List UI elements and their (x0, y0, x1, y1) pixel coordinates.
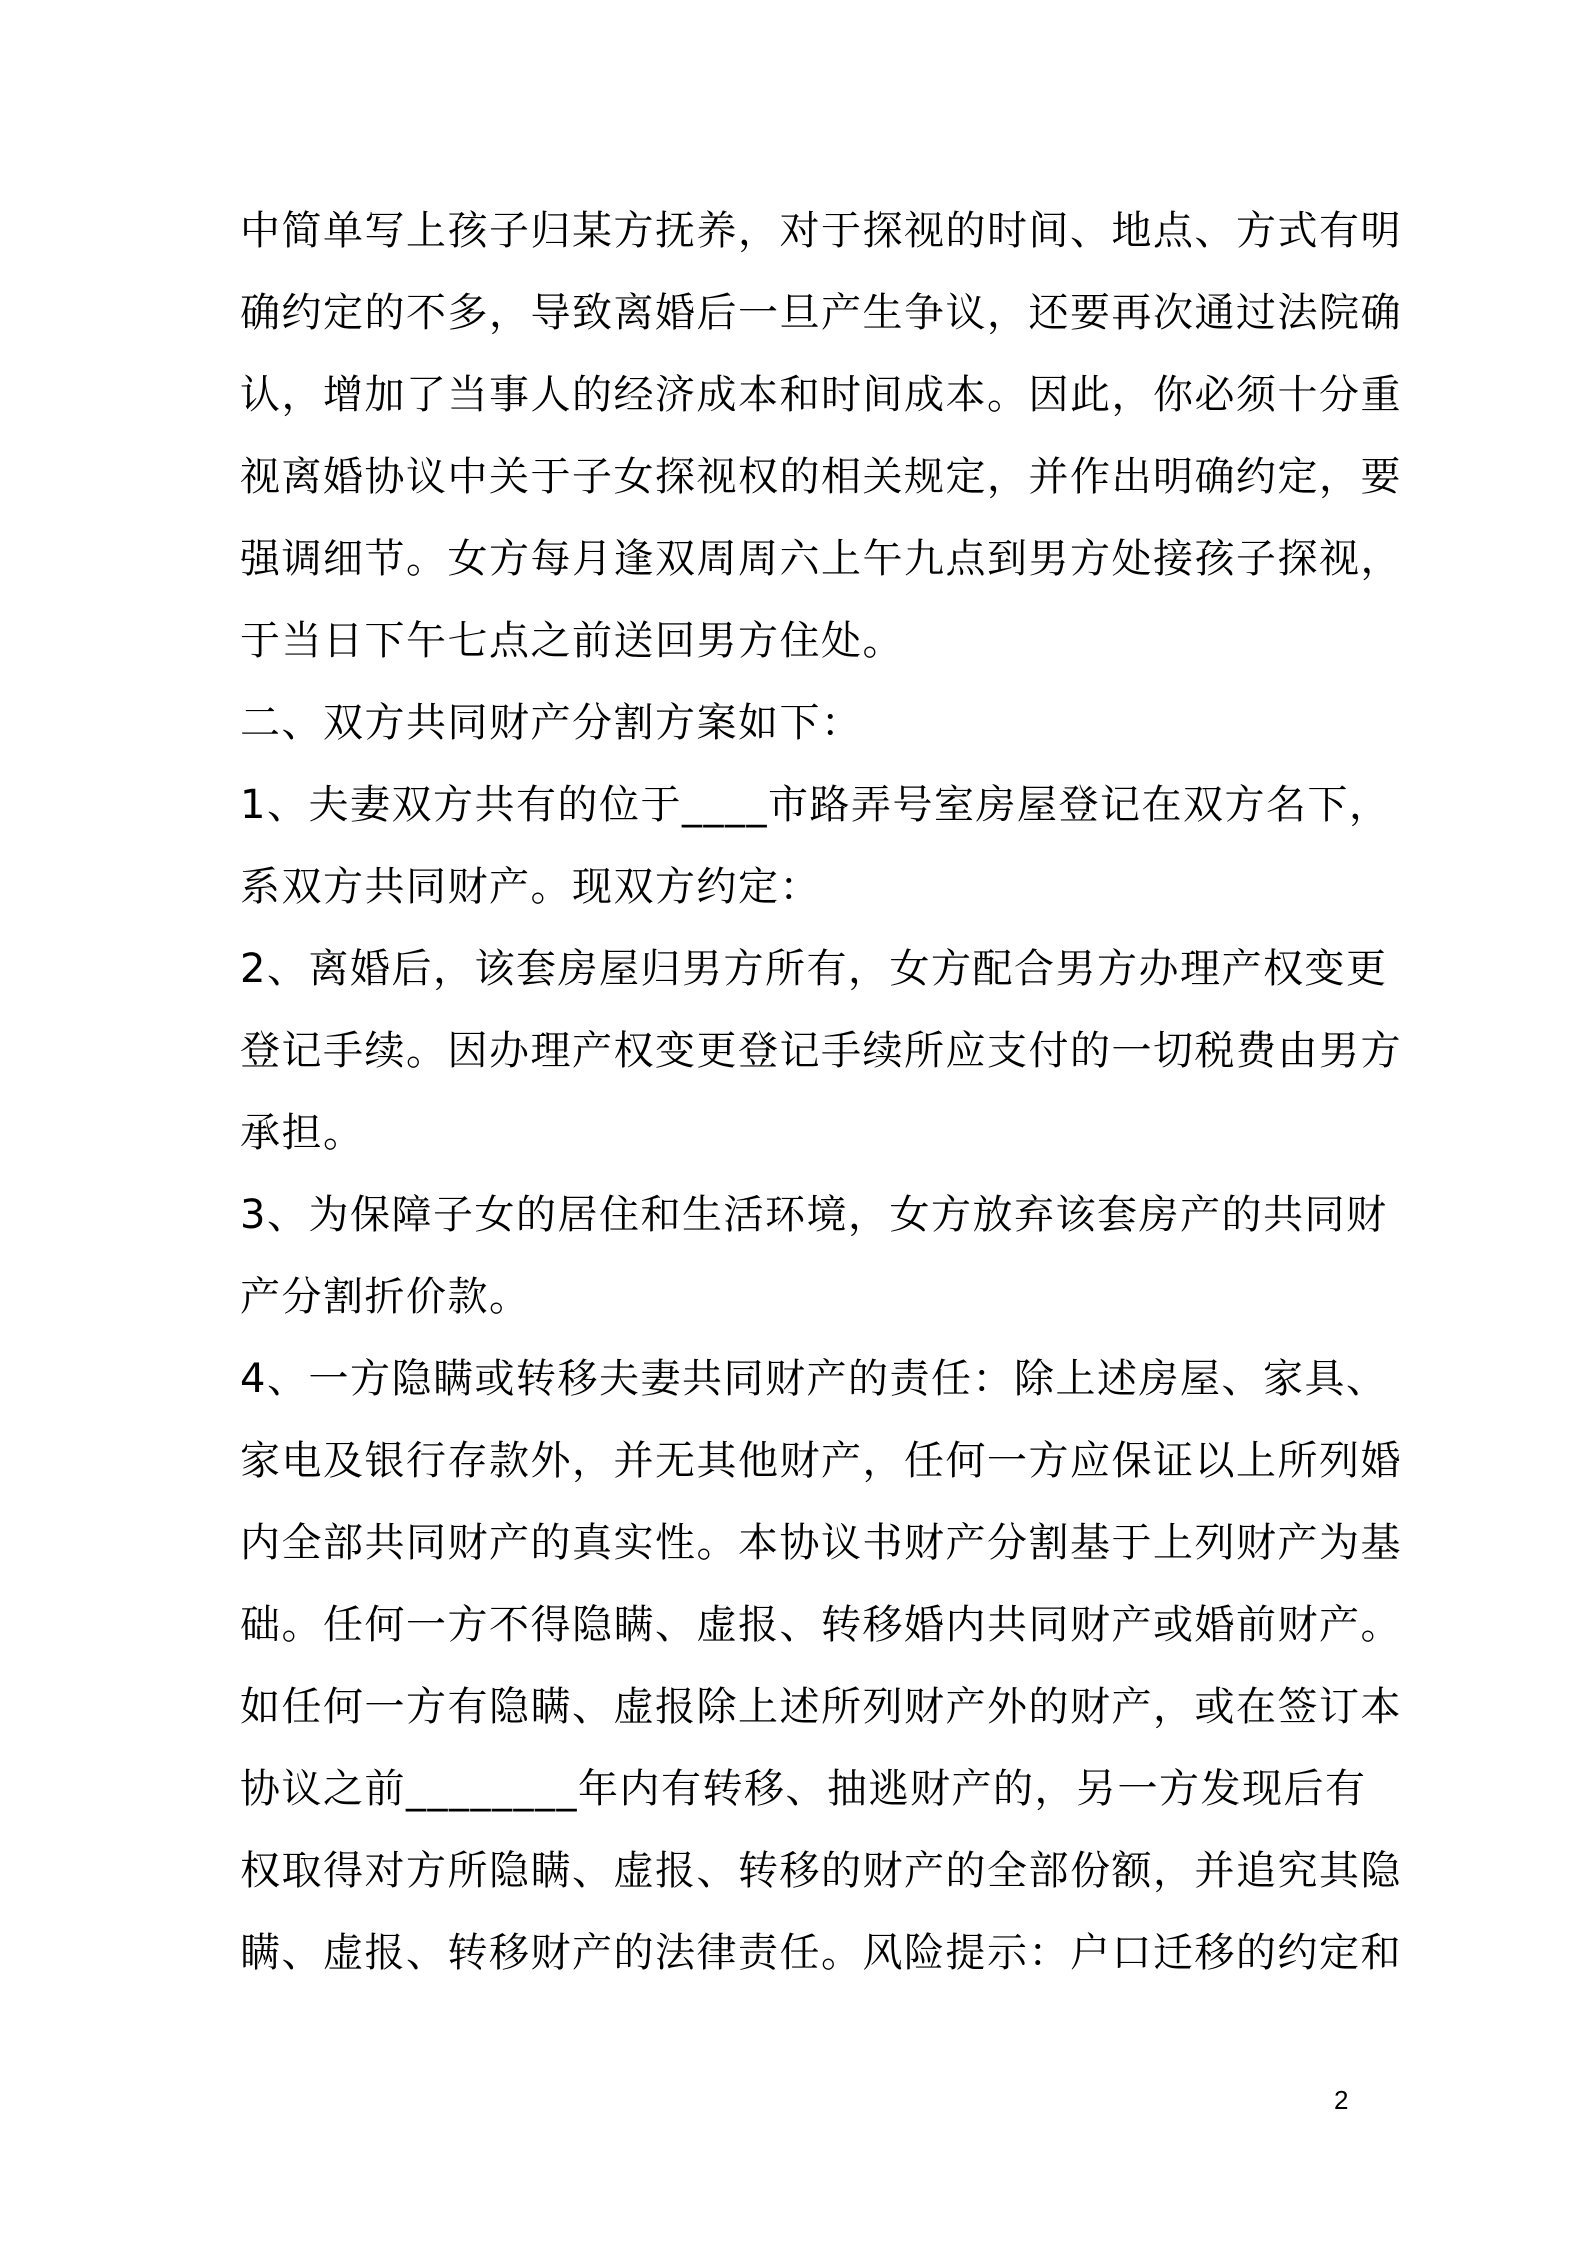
body-text (240, 190, 1402, 1994)
text-line: 确约定的不多，导致离婚后一旦产生争议，还要再次通过法院确 (240, 290, 1402, 336)
text-line: 产分割折价款。 (240, 1274, 531, 1320)
text-line: 如任何一方有隐瞒、虚报除上述所列财产外的财产，或在签订本 (240, 1684, 1402, 1730)
text-line: 内全部共同财产的真实性。本协议书财产分割基于上列财产为基 (240, 1520, 1402, 1566)
text-line: 登记手续。因办理产权变更登记手续所应支付的一切税费由男方 (240, 1028, 1402, 1074)
text-line: 3、为保障子女的居住和生活环境，女方放弃该套房产的共同财 (240, 1192, 1388, 1238)
text-line: 于当日下午七点之前送回男方住处。 (240, 618, 904, 664)
text-line: 权取得对方所隐瞒、虚报、转移的财产的全部份额，并追究其隐 (240, 1848, 1402, 1894)
text-line: 系双方共同财产。现双方约定： (240, 864, 821, 910)
page-number: 2 (1334, 2085, 1349, 2115)
text-line: 1、夫妻双方共有的位于____市路弄号室房屋登记在双方名下， (240, 782, 1391, 828)
text-line: 2、离婚后，该套房屋归男方所有，女方配合男方办理产权变更 (240, 946, 1388, 992)
text-line: 认，增加了当事人的经济成本和时间成本。因此，你必须十分重 (240, 372, 1402, 418)
text-line: 中简单写上孩子归某方抚养，对于探视的时间、地点、方式有明 (240, 208, 1402, 254)
section-heading: 二、双方共同财产分割方案如下： (240, 700, 863, 746)
text-line: 承担。 (240, 1110, 365, 1156)
text-line: 瞒、虚报、转移财产的法律责任。风险提示：户口迁移的约定和 (240, 1930, 1402, 1976)
text-line: 家电及银行存款外，并无其他财产，任何一方应保证以上所列婚 (240, 1438, 1402, 1484)
text-line: 视离婚协议中关于子女探视权的相关规定，并作出明确约定，要 (240, 454, 1402, 500)
text-line: 强调细节。女方每月逢双周周六上午九点到男方处接孩子探视， (240, 536, 1402, 582)
text-line: 协议之前________年内有转移、抽逃财产的，另一方发现后有 (240, 1766, 1367, 1812)
text-line: 础。任何一方不得隐瞒、虚报、转移婚内共同财产或婚前财产。 (240, 1602, 1402, 1648)
text-line: 4、一方隐瞒或转移夫妻共同财产的责任：除上述房屋、家具、 (240, 1356, 1388, 1402)
